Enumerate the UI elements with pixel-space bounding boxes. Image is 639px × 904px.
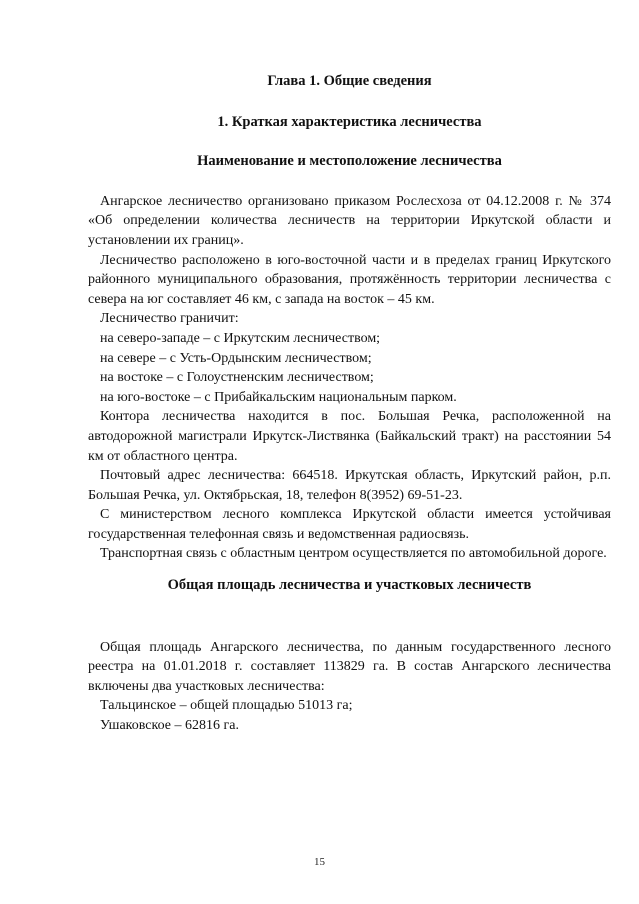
- area-item-ushakovskoe: Ушаковское – 62816 га.: [100, 718, 239, 734]
- paragraph-postal-address: Почтовый адрес лесничества: 664518. Иркутская область, Иркутский район, р.п. Большая Речка, ул. Октябрьская, 18, телефон 8(3952) 69-51-23.: [88, 468, 611, 503]
- paragraph-office: Контора лесничества находится в пос. Большая Речка, расположенной на автодорожной магистрали Иркутск-Листвянка (Байкальский тракт) на расстоянии 54 км от областного центра.: [88, 409, 611, 464]
- paragraph-establishment: Ангарское лесничество организовано приказом Рослесхоза от 04.12.2008 г. № 374 «Об определении количества лесничеств на территории Иркутской области и установлении их границ».: [88, 193, 611, 248]
- paragraph-transport: Транспортная связь с областным центром осуществляется по автомобильной дороге.: [100, 546, 607, 562]
- section-heading: 1. Краткая характеристика лесничества: [217, 113, 482, 130]
- paragraph-borders-intro: Лесничество граничит:: [100, 311, 239, 327]
- border-item-southeast: на юго-востоке – с Прибайкальским национальным парком.: [100, 389, 457, 405]
- area-item-taltsinskoe: Тальцинское – общей площадью 51013 га;: [100, 698, 353, 714]
- paragraph-communication: С министерством лесного комплекса Иркутской области имеется устойчивая государственная телефонная связь и ведомственная радиосвязь.: [88, 507, 611, 542]
- chapter-heading: Глава 1. Общие сведения: [267, 73, 432, 89]
- page-content: [88, 72, 611, 736]
- border-item-northwest: на северо-западе – с Иркутским лесничеством;: [100, 330, 381, 346]
- paragraph-total-area: Общая площадь Ангарского лесничества, по данным государственного лесного реестра на 01.01.2018 г. составляет 113829 га. В состав Ангарского лесничества включены два участковых лесничества:: [88, 639, 611, 694]
- border-item-north: на севере – с Усть-Ордынским лесничеством;: [100, 350, 372, 366]
- subsection-heading-area: Общая площадь лесничества и участковых лесничеств: [167, 577, 532, 594]
- border-item-east: на востоке – с Голоустненским лесничеством;: [100, 370, 374, 386]
- subsection-heading-location: Наименование и местоположение лесничества: [197, 153, 502, 170]
- page-number: 15: [314, 856, 325, 868]
- paragraph-location: Лесничество расположено в юго-восточной части и в пределах границ Иркутского районного муниципального образования, протяжённость территории лесничества с севера на юг составляет 46 км, с запада на восток – 45 км.: [88, 252, 611, 307]
